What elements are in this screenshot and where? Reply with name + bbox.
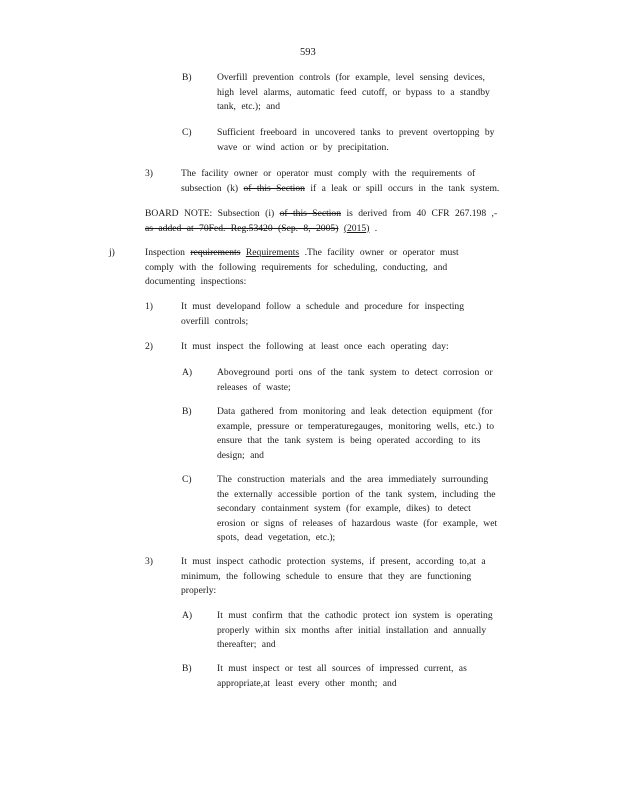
text-line: example, pressure or temperaturegauges, monitoring wells, etc.) to — [217, 420, 495, 432]
text-line: Overfill prevention controls (for example, level sensing devices, — [217, 72, 485, 83]
item-j2-label: 2) — [145, 341, 153, 352]
item-j2a-label: A) — [182, 367, 193, 378]
item-j3a-label: A) — [182, 610, 193, 621]
inserted-text: (2015) — [343, 222, 370, 234]
text-line: as added at 70Fed. Reg.53420 (Sep. 8, 2005) (2015) . — [145, 222, 378, 234]
text-line: It must inspect or test all sources of impressed current, as — [217, 663, 467, 674]
text-line: The construction materials and the area immediately surrounding — [217, 474, 489, 485]
text-line: Inspection requirements Requirements .The facility owner or operator must — [145, 247, 459, 258]
struck-text: of this Section — [243, 182, 305, 194]
text-line: It must inspect the following at least once each operating day: — [181, 341, 449, 352]
text-line: Sufficient freeboard in uncovered tanks to prevent overtopping by — [217, 127, 495, 138]
text-line: It must inspect cathodic protection systems, if present, according to,at a — [181, 556, 486, 567]
text-line: secondary containment system (for example, dikes) to detect — [217, 503, 471, 515]
struck-text: as added at 70Fed. Reg.53420 (Sep. 8, 2005) — [145, 222, 339, 234]
item-b-text — [217, 71, 537, 115]
text-line: spots, dead vegetation, etc.); — [217, 532, 336, 544]
text-line: releases of waste; — [217, 381, 291, 393]
item-c-text — [217, 126, 542, 155]
inserted-text: Requirements — [245, 247, 300, 258]
item-j3b-label: B) — [182, 663, 192, 674]
item-j-label: j) — [109, 247, 115, 258]
item-j3-text — [181, 555, 541, 599]
item-j2c-text — [217, 473, 537, 546]
text-line: minimum, the following schedule to ensure that they are functioning — [181, 570, 472, 582]
item-j-text — [145, 246, 525, 290]
item-j2b-label: B) — [182, 406, 192, 417]
text-line: documenting inspections: — [145, 276, 247, 288]
text-line: wave or wind action or by precipitation. — [217, 141, 389, 153]
board-note — [145, 207, 545, 236]
item-c-label: C) — [182, 127, 192, 138]
text-line: It must confirm that the cathodic protect ion system is operating — [217, 610, 493, 621]
item-j2c-label: C) — [182, 474, 192, 485]
struck-text: of this Section — [279, 208, 342, 219]
page-number: 593 — [300, 47, 316, 58]
text-line: The facility owner or operator must comply with the requirements of — [181, 168, 476, 179]
text-line: appropriate,at least every other month; and — [217, 677, 397, 689]
text-line: ensure that the tank system is being operated according to its — [217, 435, 481, 447]
text-line: Data gathered from monitoring and leak detection equipment (for — [217, 406, 493, 417]
item-j1-text — [181, 300, 511, 329]
item-j2-text — [181, 340, 511, 355]
text-line: erosion or signs of releases of hazardous waste (for example, wet — [217, 517, 498, 529]
item-j2a-text — [217, 366, 537, 395]
item-3-text — [181, 167, 541, 196]
text-line: properly: — [181, 585, 217, 597]
item-j2b-text — [217, 405, 542, 463]
text-line: It must developand follow a schedule and procedure for inspecting — [181, 301, 465, 312]
text-line: design; and — [217, 449, 264, 461]
text-line: the externally accessible portion of the tank system, including the — [217, 488, 496, 500]
text-line: subsection (k) of this Section if a leak or spill occurs in the tank system. — [181, 182, 500, 194]
text-line: thereafter; and — [217, 639, 276, 651]
item-j3b-text — [217, 662, 537, 691]
text-line: high level alarms, automatic feed cutoff, or bypass to a standby — [217, 86, 490, 98]
item-j3-label: 3) — [145, 556, 153, 567]
text-line: overfill controls; — [181, 315, 249, 327]
item-b-label: B) — [182, 72, 192, 83]
text-line: BOARD NOTE: Subsection (i) of this Section is derived from 40 CFR 267.198 ,- — [145, 208, 498, 219]
text-line: Aboveground porti ons of the tank system to detect corrosion or — [217, 367, 493, 378]
item-3-label: 3) — [145, 168, 153, 179]
text-line: tank, etc.); and — [217, 101, 281, 113]
struck-text: requirements — [190, 247, 241, 258]
item-j1-label: 1) — [145, 301, 153, 312]
item-j3a-text — [217, 609, 537, 653]
text-line: comply with the following requirements for scheduling, conducting, and — [145, 261, 448, 273]
text-line: properly within six months after initial installation and annually — [217, 624, 487, 636]
